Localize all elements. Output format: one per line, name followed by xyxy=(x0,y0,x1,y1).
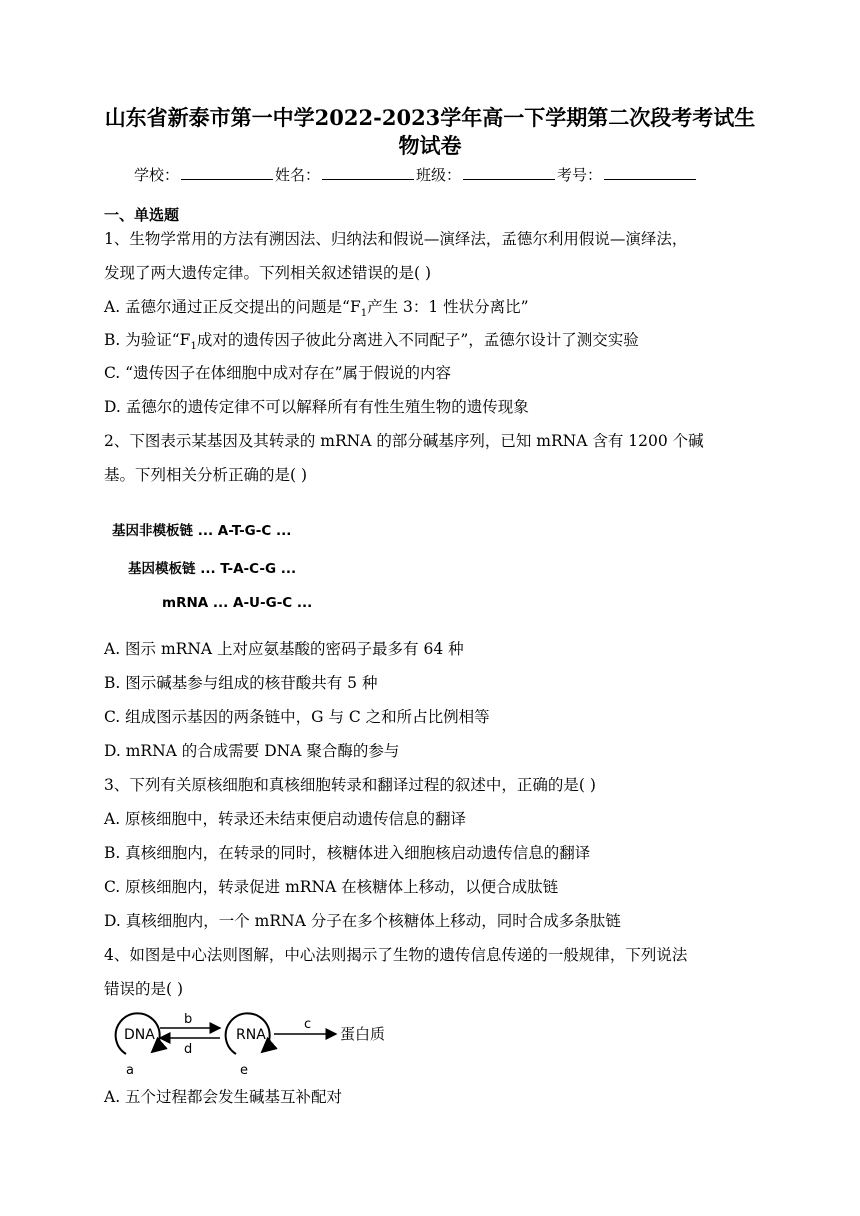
name-blank xyxy=(322,165,414,180)
q2-option-d: D. mRNA 的合成需要 DNA 聚合酶的参与 xyxy=(104,742,400,760)
exam-no-label: 考号： xyxy=(557,166,603,184)
q3-stem: 3、下列有关原核细胞和真核细胞转录和翻译过程的叙述中，正确的是( ) xyxy=(104,776,596,794)
q1-option-a: A. 孟德尔通过正反交提出的问题是“$F_1$产生 3：1 性状分离比” xyxy=(104,298,529,320)
q2-option-c: C. 组成图示基因的两条链中，G 与 C 之和所占比例相等 xyxy=(104,708,490,726)
protein-label: 蛋白质 xyxy=(340,1025,386,1043)
q1-option-d: D. 孟德尔的遗传定律不可以解释所有有性生殖生物的遗传现象 xyxy=(104,398,529,416)
label-c: c xyxy=(304,1017,312,1032)
seq-mrna: mRNA ... A-U-G-C ... xyxy=(162,595,313,611)
q2-stem-2: 基。下列相关分析正确的是( ) xyxy=(104,466,308,484)
title-line1: 山东省新泰市第一中学2022-2023学年高一下学期第二次段考考试生 xyxy=(104,105,756,130)
central-dogma-diagram xyxy=(104,1008,404,1080)
q1-stem-2: 发现了两大遗传定律。下列相关叙述错误的是( ) xyxy=(104,264,432,282)
school-label: 学校： xyxy=(134,166,180,184)
info-row xyxy=(134,164,698,185)
name-label: 姓名： xyxy=(275,166,321,184)
seq-template: 基因模板链 ... T-A-C-G ... xyxy=(128,561,297,577)
label-d: d xyxy=(184,1042,193,1057)
q1-option-b: B. 为验证“$F_1$成对的遗传因子彼此分离进入不同配子”，孟德尔设计了测交实验 xyxy=(104,331,639,353)
section-heading: 一、单选题 xyxy=(104,206,180,224)
q3-option-b: B. 真核细胞内，在转录的同时，核糖体进入细胞核启动遗传信息的翻译 xyxy=(104,844,591,862)
q2-option-b: B. 图示碱基参与组成的核苷酸共有 5 种 xyxy=(104,674,378,692)
q4-stem-1: 4、如图是中心法则图解，中心法则揭示了生物的遗传信息传递的一般规律，下列说法 xyxy=(104,946,688,964)
school-blank xyxy=(181,165,273,180)
rna-label: RNA xyxy=(236,1027,266,1043)
label-b: b xyxy=(184,1012,193,1027)
q3-option-a: A. 原核细胞中，转录还未结束便启动遗传信息的翻译 xyxy=(104,810,467,828)
label-e: e xyxy=(240,1063,248,1078)
class-blank xyxy=(463,165,555,180)
seq-nontemplate: 基因非模板链 ... A-T-G-C ... xyxy=(112,523,292,539)
dna-label: DNA xyxy=(124,1027,155,1043)
class-label: 班级： xyxy=(416,166,462,184)
q1-option-c: C. “遗传因子在体细胞中成对存在”属于假说的内容 xyxy=(104,364,452,382)
label-a: a xyxy=(126,1063,134,1078)
q4-stem-2: 错误的是( ) xyxy=(104,980,184,998)
q2-option-a: A. 图示 mRNA 上对应氨基酸的密码子最多有 64 种 xyxy=(104,640,464,658)
q1-stem-1: 1、生物学常用的方法有溯因法、归纳法和假说—演绎法，孟德尔利用假说—演绎法， xyxy=(104,230,688,248)
q4-option-a: A. 五个过程都会发生碱基互补配对 xyxy=(104,1088,343,1106)
title-line2: 物试卷 xyxy=(398,133,462,158)
q2-stem-1: 2、下图表示某基因及其转录的 mRNA 的部分碱基序列，已知 mRNA 含有 1200 个碱 xyxy=(104,432,704,450)
q3-option-d: D. 真核细胞内，一个 mRNA 分子在多个核糖体上移动，同时合成多条肽链 xyxy=(104,912,621,930)
exam-no-blank xyxy=(604,165,696,180)
q3-option-c: C. 原核细胞内，转录促进 mRNA 在核糖体上移动，以便合成肽链 xyxy=(104,878,559,896)
